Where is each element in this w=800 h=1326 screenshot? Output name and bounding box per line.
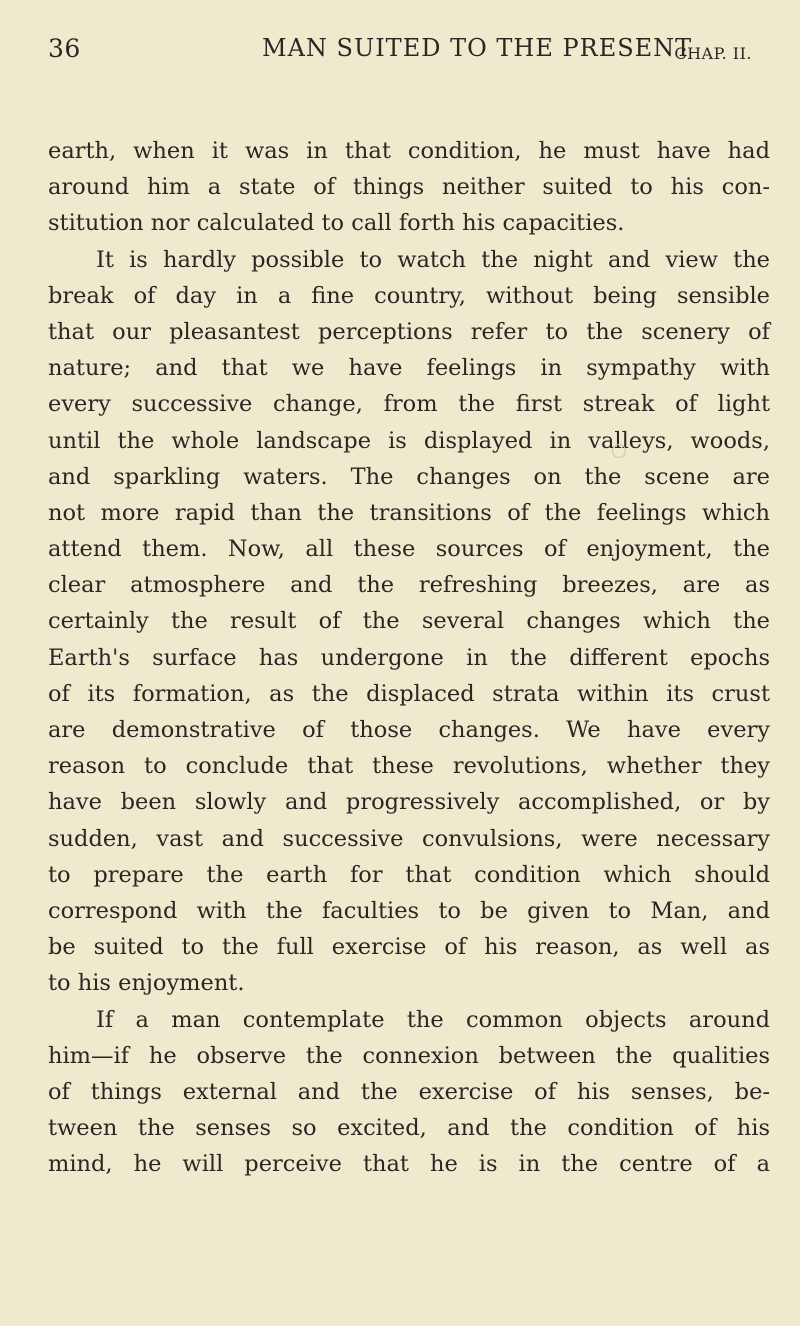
text-line: be suited to the full exercise of his reason, as well as xyxy=(48,934,770,961)
text-line: to his enjoyment. xyxy=(48,970,245,997)
text-line: him—if he observe the connexion between the qualities xyxy=(48,1042,770,1069)
text-line: It is hardly possible to watch the night and view the xyxy=(96,246,770,273)
text-line: If a man contemplate the common objects around xyxy=(96,1006,770,1033)
text-line: every successive change, from the first streak of light xyxy=(48,391,770,418)
text-line: nature; and that we have feelings in sympathy with xyxy=(48,355,770,382)
text-line: to prepare the earth for that condition which should xyxy=(48,861,770,888)
running-title: MAN SUITED TO THE PRESENT xyxy=(262,34,693,62)
text-line: around him a state of things neither suited to his con- xyxy=(48,174,770,201)
text-line: stitution nor calculated to call forth his capacities. xyxy=(48,210,625,237)
text-line: have been slowly and progressively accomplished, or by xyxy=(48,789,770,816)
text-line: that our pleasantest perceptions refer to the scenery of xyxy=(48,318,770,345)
text-line: reason to conclude that these revolutions, whether they xyxy=(48,753,770,780)
text-line: mind, he will perceive that he is in the centre of a xyxy=(48,1151,770,1178)
text-line: attend them. Now, all these sources of enjoyment, the xyxy=(48,536,770,563)
paper-blemish xyxy=(612,444,626,458)
text-line: certainly the result of the several changes which the xyxy=(48,608,770,635)
text-line: Earth's surface has undergone in the different epochs xyxy=(48,644,770,671)
text-line: not more rapid than the transitions of the feelings which xyxy=(48,499,770,526)
text-line: and sparkling waters. The changes on the scene are xyxy=(48,463,770,490)
page-header xyxy=(48,30,752,70)
text-line: sudden, vast and successive convulsions, were necessary xyxy=(48,825,770,852)
text-line: until the whole landscape is displayed in valleys, woods, xyxy=(48,427,770,454)
chapter-reference: CHAP. II. xyxy=(674,44,752,63)
text-line: of things external and the exercise of his senses, be- xyxy=(48,1078,770,1105)
text-line: of its formation, as the displaced strata within its crust xyxy=(48,680,770,707)
text-line: break of day in a fine country, without being sensible xyxy=(48,282,770,309)
text-line: clear atmosphere and the refreshing breezes, are as xyxy=(48,572,770,599)
text-line: are demonstrative of those changes. We have every xyxy=(48,717,770,743)
body-text xyxy=(48,133,770,1182)
text-line: correspond with the faculties to be given to Man, and xyxy=(48,897,770,924)
page-number: 36 xyxy=(48,34,81,63)
text-line: earth, when it was in that condition, he must have had xyxy=(48,138,770,164)
text-line: tween the senses so excited, and the condition of his xyxy=(48,1115,770,1142)
